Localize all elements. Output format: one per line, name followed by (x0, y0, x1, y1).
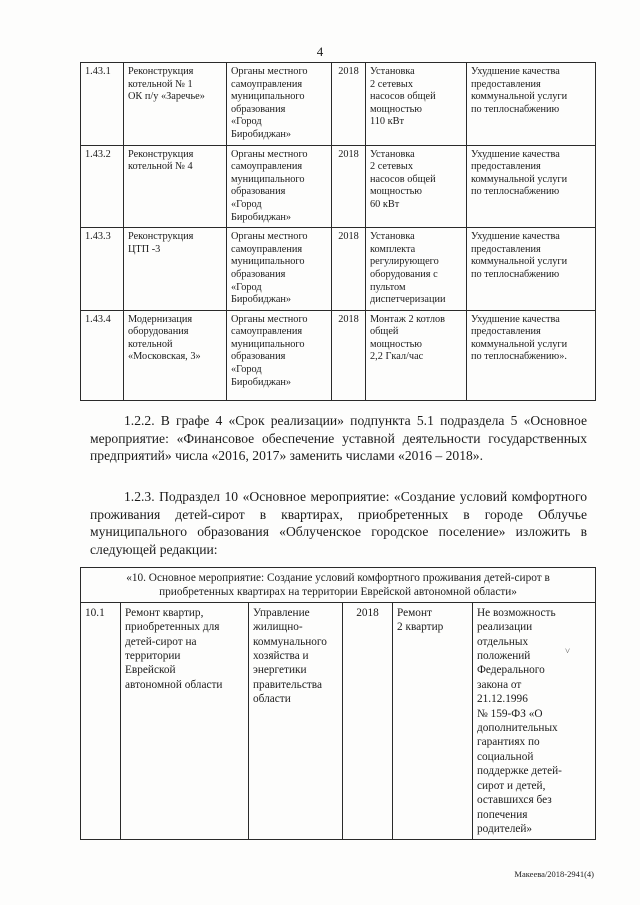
action: Установка комплекта регулирующего оборудования с пультом диспетчеризации (366, 228, 467, 311)
paragraph-1-2-2: 1.2.2. В графе 4 «Срок реализации» подпункта 5.1 подраздела 5 «Основное мероприятие: «Финансовое обеспечение уставной деятельности государственных предприятий» числа «2016, 2017» заменить числами «2016 – 2018». (90, 413, 587, 463)
row-number: 1.43.3 (81, 228, 124, 311)
row-number: 10.1 (81, 602, 121, 840)
document-code: Макеева/2018-2941(4) (514, 869, 594, 879)
year: 2018 (332, 145, 366, 228)
reason: Ухудшение качества предоставления коммунальной услуги по теплоснабжению». (467, 310, 596, 400)
executor: Управление жилищно- коммунального хозяйства и энергетики правительства области (249, 602, 343, 840)
measure-name: Ремонт квартир, приобретенных для детей-сирот на территории Еврейской автономной области (121, 602, 249, 840)
executor: Органы местного самоуправления муниципального образования «Город Биробиджан» (227, 228, 332, 311)
year: 2018 (332, 63, 366, 146)
table-row (81, 145, 596, 228)
table-row (81, 228, 596, 311)
section-10-table (80, 567, 596, 840)
executor: Органы местного самоуправления муниципального образования «Город Биробиджан» (227, 145, 332, 228)
measure-name: Реконструкция котельной № 1 ОК п/у «Заречье» (124, 63, 227, 146)
row-number: 1.43.1 (81, 63, 124, 146)
year: 2018 (332, 310, 366, 400)
executor: Органы местного самоуправления муниципального образования «Город Биробиджан» (227, 63, 332, 146)
table-row (81, 310, 596, 400)
table-row (81, 63, 596, 146)
measure-name: Реконструкция котельной № 4 (124, 145, 227, 228)
reason: Ухудшение качества предоставления коммунальной услуги по теплоснабжению (467, 228, 596, 311)
reason: Ухудшение качества предоставления коммунальной услуги по теплоснабжению (467, 63, 596, 146)
executor: Органы местного самоуправления муниципального образования «Город Биробиджан» (227, 310, 332, 400)
year: 2018 (332, 228, 366, 311)
measure-name: Модернизация оборудования котельной «Московская, 3» (124, 310, 227, 400)
pen-mark: ˅ (565, 646, 571, 656)
section-10-header: «10. Основное мероприятие: Создание условий комфортного проживания детей-сирот в приобретенных квартирах на территории Еврейской автономной области» (81, 568, 596, 603)
action: Установка 2 сетевых насосов общей мощностью 60 кВт (366, 145, 467, 228)
reason: Не возможность реализации отдельных положений Федерального закона от 21.12.1996 № 159-ФЗ «О дополнительных гарантиях по социальной поддержке детей- сирот и детей, оставшихся без попечения родителей» (473, 602, 596, 840)
measures-table (80, 62, 596, 401)
reason: Ухудшение качества предоставления коммунальной услуги по теплоснабжению (467, 145, 596, 228)
page-number: 4 (316, 44, 324, 59)
action: Монтаж 2 котлов общей мощностью 2,2 Гкал/час (366, 310, 467, 400)
table-row (81, 602, 596, 840)
paragraph-1-2-3: 1.2.3. Подраздел 10 «Основное мероприятие: «Создание условий комфортного проживания детей-сирот в квартирах, приобретенных в городе Облучье муниципального образования «Облученское городское поселение» изложить в следующей редакции: (90, 489, 587, 557)
row-number: 1.43.2 (81, 145, 124, 228)
action: Ремонт 2 квартир (393, 602, 473, 840)
measure-name: Реконструкция ЦТП -3 (124, 228, 227, 311)
action: Установка 2 сетевых насосов общей мощностью 110 кВт (366, 63, 467, 146)
year: 2018 (343, 602, 393, 840)
row-number: 1.43.4 (81, 310, 124, 400)
